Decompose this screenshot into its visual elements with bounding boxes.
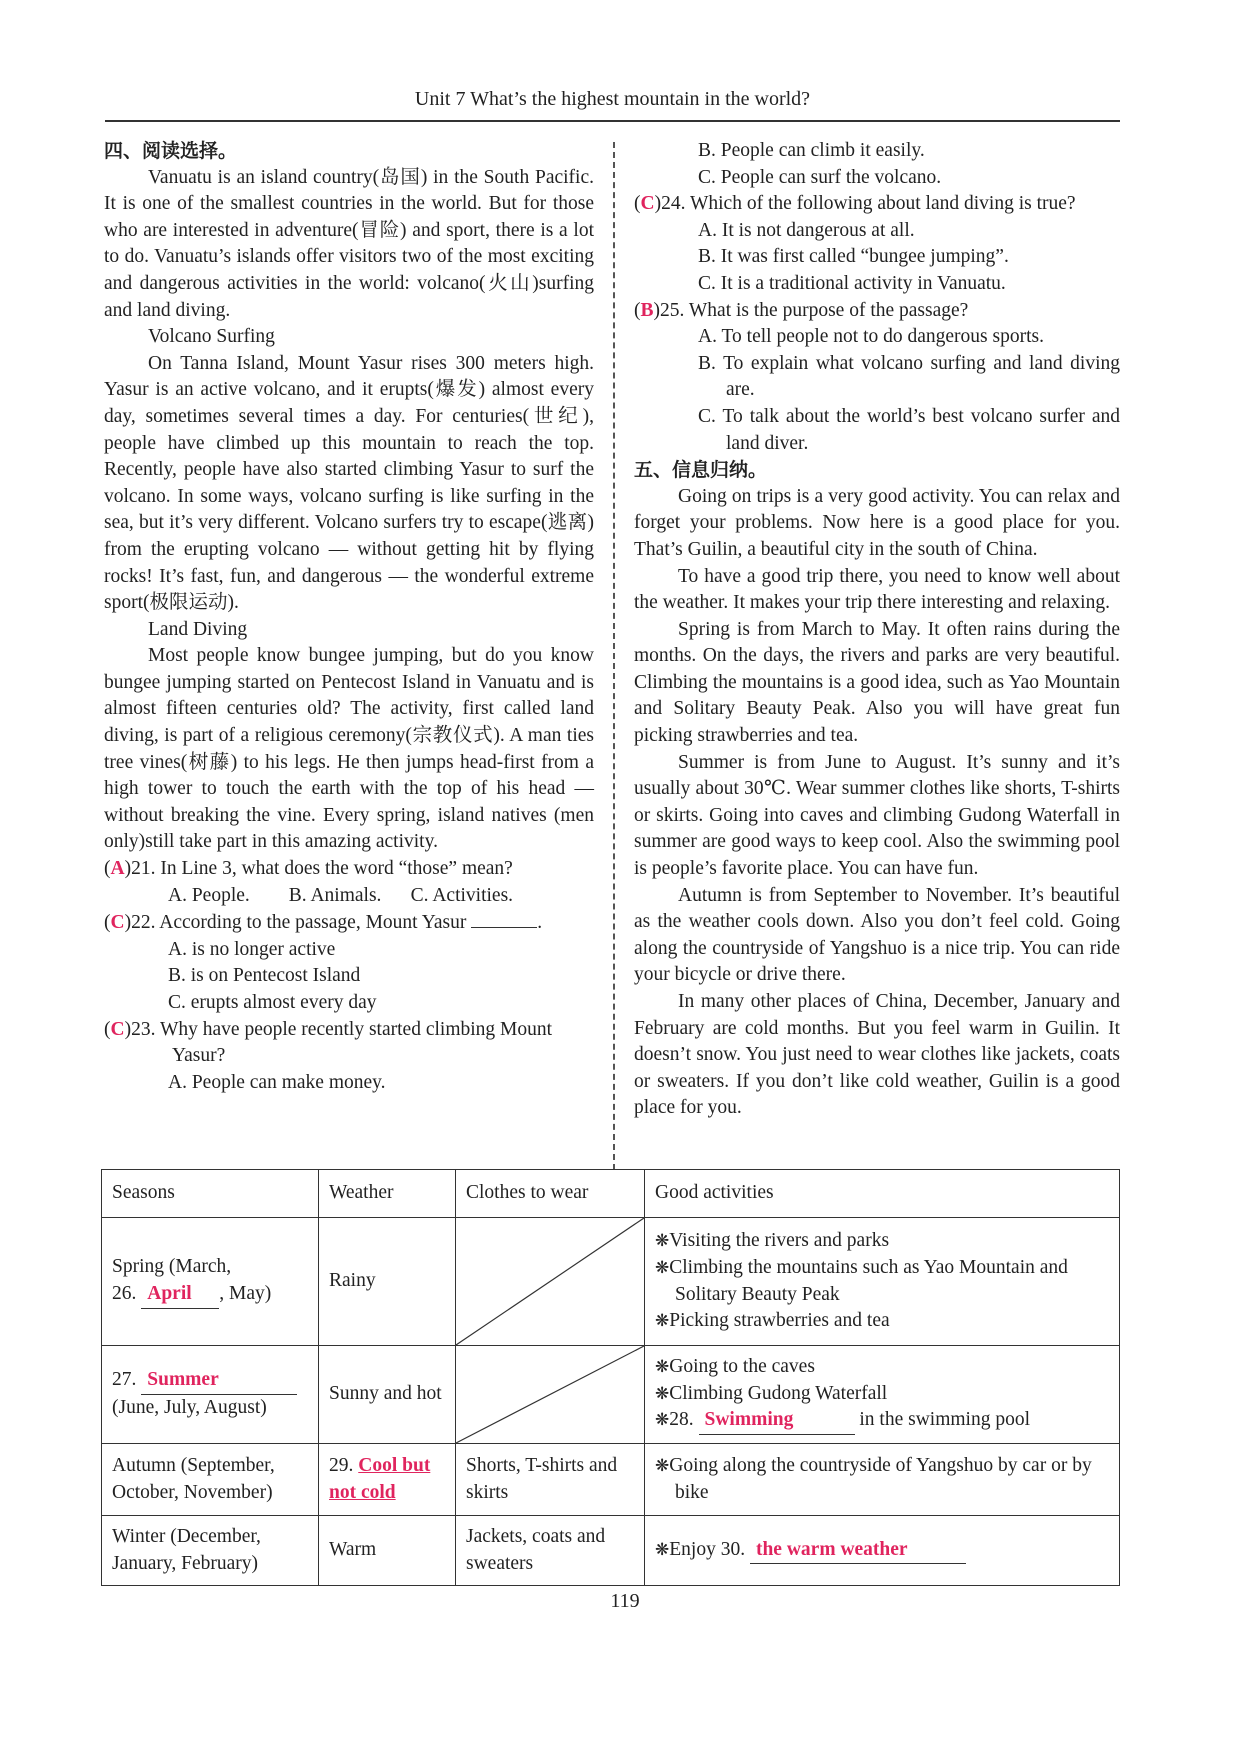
diagonal-line: [456, 1218, 644, 1345]
passage-paragraph: To have a good trip there, you need to know well about the weather. It makes your trip there interesting and relaxing.: [634, 565, 1120, 614]
answer-blank: [471, 909, 537, 928]
answer-30: the warm weather: [750, 1537, 966, 1565]
season-summer: 27. Summer (June, July, August): [102, 1346, 319, 1444]
activity-item: ❋28. Swimming in the swimming pool: [655, 1407, 1109, 1435]
weather-summer: Sunny and hot: [319, 1346, 456, 1444]
table-header-row: [102, 1170, 1120, 1218]
passage-paragraph: Summer is from June to August. It’s sunny and it’s usually about 30℃. Wear summer clothes like shorts, T-shirts or skirts. Going into caves and climbing Gudong Waterfall in summer are good ways to keep cool. Also the swimming pool is people’s favorite place. You can have fun.: [634, 751, 1120, 880]
weather-spring: Rainy: [319, 1218, 456, 1346]
clothes-autumn: Shorts, T-shirts and skirts: [456, 1444, 645, 1516]
answer-24: C: [640, 193, 655, 215]
option-a: A. To tell people not to do dangerous sports.: [698, 326, 1044, 348]
passage-paragraph: In many other places of China, December, January and February are cold months. But you feel warm in Guilin. It doesn’t snow. You just need to wear clothes like jackets, coats or sweaters. If you don’t like cold weather, Guilin is a good place for you.: [634, 991, 1120, 1119]
running-header: Unit 7 What’s the highest mountain in the world?: [414, 88, 811, 110]
question-23: (C)23. Why have people recently started climbing Mount Yasur?: [104, 1018, 553, 1067]
option-c: C. To talk about the world’s best volcano surfer and land diver.: [698, 405, 1120, 454]
passage-paragraph: Going on trips is a very good activity. You can relax and forget your problems. Now here is a good place for you. That’s Guilin, a beautiful city in the south of China.: [634, 485, 1120, 560]
option-a: A. It is not dangerous at all.: [698, 219, 915, 241]
subheading-volcano-surfing: Volcano Surfing: [148, 326, 275, 348]
clothes-spring-empty: [456, 1218, 645, 1346]
activity-item: ❋Climbing Gudong Waterfall: [655, 1382, 888, 1404]
activities-spring: [645, 1218, 1120, 1346]
weather-winter: Warm: [319, 1516, 456, 1586]
question-24: (C)24. Which of the following about land diving is true?: [634, 193, 1076, 215]
weather-autumn: 29. Cool but not cold: [319, 1444, 456, 1516]
header-rule: [105, 120, 1120, 122]
option-b: B. is on Pentecost Island: [168, 965, 361, 987]
question-25: (B)25. What is the purpose of the passage?: [634, 299, 969, 321]
option-c: C. erupts almost every day: [168, 992, 377, 1013]
activity-item: ❋Visiting the rivers and parks: [655, 1230, 890, 1252]
table-row-summer: [102, 1346, 1120, 1444]
header-seasons: Seasons: [102, 1170, 319, 1218]
left-column: [104, 138, 594, 1096]
passage-paragraph: Autumn is from September to November. It’s beautiful as the weather cools down. Also you don’t feel cold. Going along the countryside of Yangshuo is a nice trip. You can ride your bicycle or drive there.: [634, 884, 1120, 986]
info-table: [101, 1169, 1120, 1586]
diagonal-line: [456, 1346, 644, 1443]
option-a: A. is no longer active: [168, 938, 336, 960]
activity-item: ❋Going to the caves: [655, 1356, 815, 1378]
activities-winter: ❋Enjoy 30. the warm weather: [645, 1516, 1120, 1586]
answer-22: C: [110, 912, 125, 934]
activity-item: ❋Picking strawberries and tea: [655, 1310, 890, 1332]
answer-28: Swimming: [699, 1407, 855, 1435]
section-4-title: 四、阅读选择。: [104, 140, 238, 162]
header-clothes: Clothes to wear: [456, 1170, 645, 1218]
column-divider: [613, 142, 615, 1170]
passage-paragraph: On Tanna Island, Mount Yasur rises 300 meters high. Yasur is an active volcano, and it erupts(爆发) almost every day, sometimes several times a day. For centuries(世纪), people have climbed up this mountain to reach the top. Recently, people have also started climbing Yasur to surf the volcano. In some ways, volcano surfing is like surfing in the sea, but it’s very different. Volcano surfers try to escape(逃离) from the erupting volcano — without getting hit by flying rocks! It’s fast, fun, and dangerous — the wonderful extreme sport(极限运动).: [104, 352, 594, 614]
table-row-winter: [102, 1516, 1120, 1586]
season-winter: Winter (December, January, February): [102, 1516, 319, 1586]
header-weather: Weather: [319, 1170, 456, 1218]
passage-paragraph: Vanuatu is an island country(岛国) in the South Pacific. It is one of the smallest countries in the world. But for those who are interested in adventure(冒险) and sport, there is a lot to do. Vanuatu’s islands offer visitors two of the most exciting and dangerous activities in the world: volcano(火山)surfing and land diving.: [104, 166, 594, 321]
option-c: C. It is a traditional activity in Vanuatu.: [698, 272, 1006, 294]
answer-21: A: [110, 858, 125, 880]
clothes-summer-empty: [456, 1346, 645, 1444]
question-21-options: A. People. B. Animals. C. Activities.: [168, 884, 514, 906]
activities-summer: [645, 1346, 1120, 1444]
option-a: A. People can make money.: [168, 1071, 386, 1093]
answer-23: C: [110, 1018, 125, 1040]
table-row-spring: [102, 1218, 1120, 1346]
header-activities: Good activities: [645, 1170, 1120, 1218]
option-b: B. To explain what volcano surfing and land diving are.: [698, 352, 1120, 401]
answer-27: Summer: [141, 1367, 297, 1395]
activity-item: ❋Climbing the mountains such as Yao Mountain and Solitary Beauty Peak: [655, 1256, 1068, 1305]
option-b: B. It was first called “bungee jumping”.: [698, 246, 1009, 268]
answer-25: B: [640, 299, 654, 321]
page-number: 119: [610, 1590, 640, 1612]
answer-29: Cool but not cold: [329, 1454, 431, 1503]
season-autumn: Autumn (September, October, November): [102, 1444, 319, 1516]
option-b: B. People can climb it easily.: [698, 140, 925, 161]
section-5-title: 五、信息归纳。: [634, 459, 768, 482]
passage-paragraph: Most people know bungee jumping, but do you know bungee jumping started on Pentecost Island in Vanuatu and is almost fifteen centuries old? The activity, first called land diving, is part of a religious ceremony(宗教仪式). A man ties tree vines(树藤) to his legs. He then jumps head-first from a high tower to touch the earth with the top of his head — without breaking the vine. Every spring, island natives (men only)still take part in this amazing activity.: [104, 645, 594, 853]
right-column: [634, 138, 1120, 1122]
clothes-winter: Jackets, coats and sweaters: [456, 1516, 645, 1586]
option-c: C. People can surf the volcano.: [698, 166, 942, 188]
answer-26: April: [141, 1281, 219, 1309]
question-21: (A)21. In Line 3, what does the word “those” mean?: [104, 858, 513, 880]
season-spring: Spring (March, 26. April , May): [102, 1218, 319, 1346]
table-row-autumn: [102, 1444, 1120, 1516]
subheading-land-diving: Land Diving: [148, 618, 248, 640]
question-22: (C)22. According to the passage, Mount Yasur .: [104, 909, 594, 937]
activities-autumn: ❋Going along the countryside of Yangshuo by car or by bike: [645, 1444, 1120, 1516]
passage-paragraph: Spring is from March to May. It often rains during the months. On the days, the rivers and parks are very beautiful. Climbing the mountains is a good idea, such as Yao Mountain and Solitary Beauty Peak. Also you will have great fun picking strawberries and tea.: [634, 618, 1120, 747]
